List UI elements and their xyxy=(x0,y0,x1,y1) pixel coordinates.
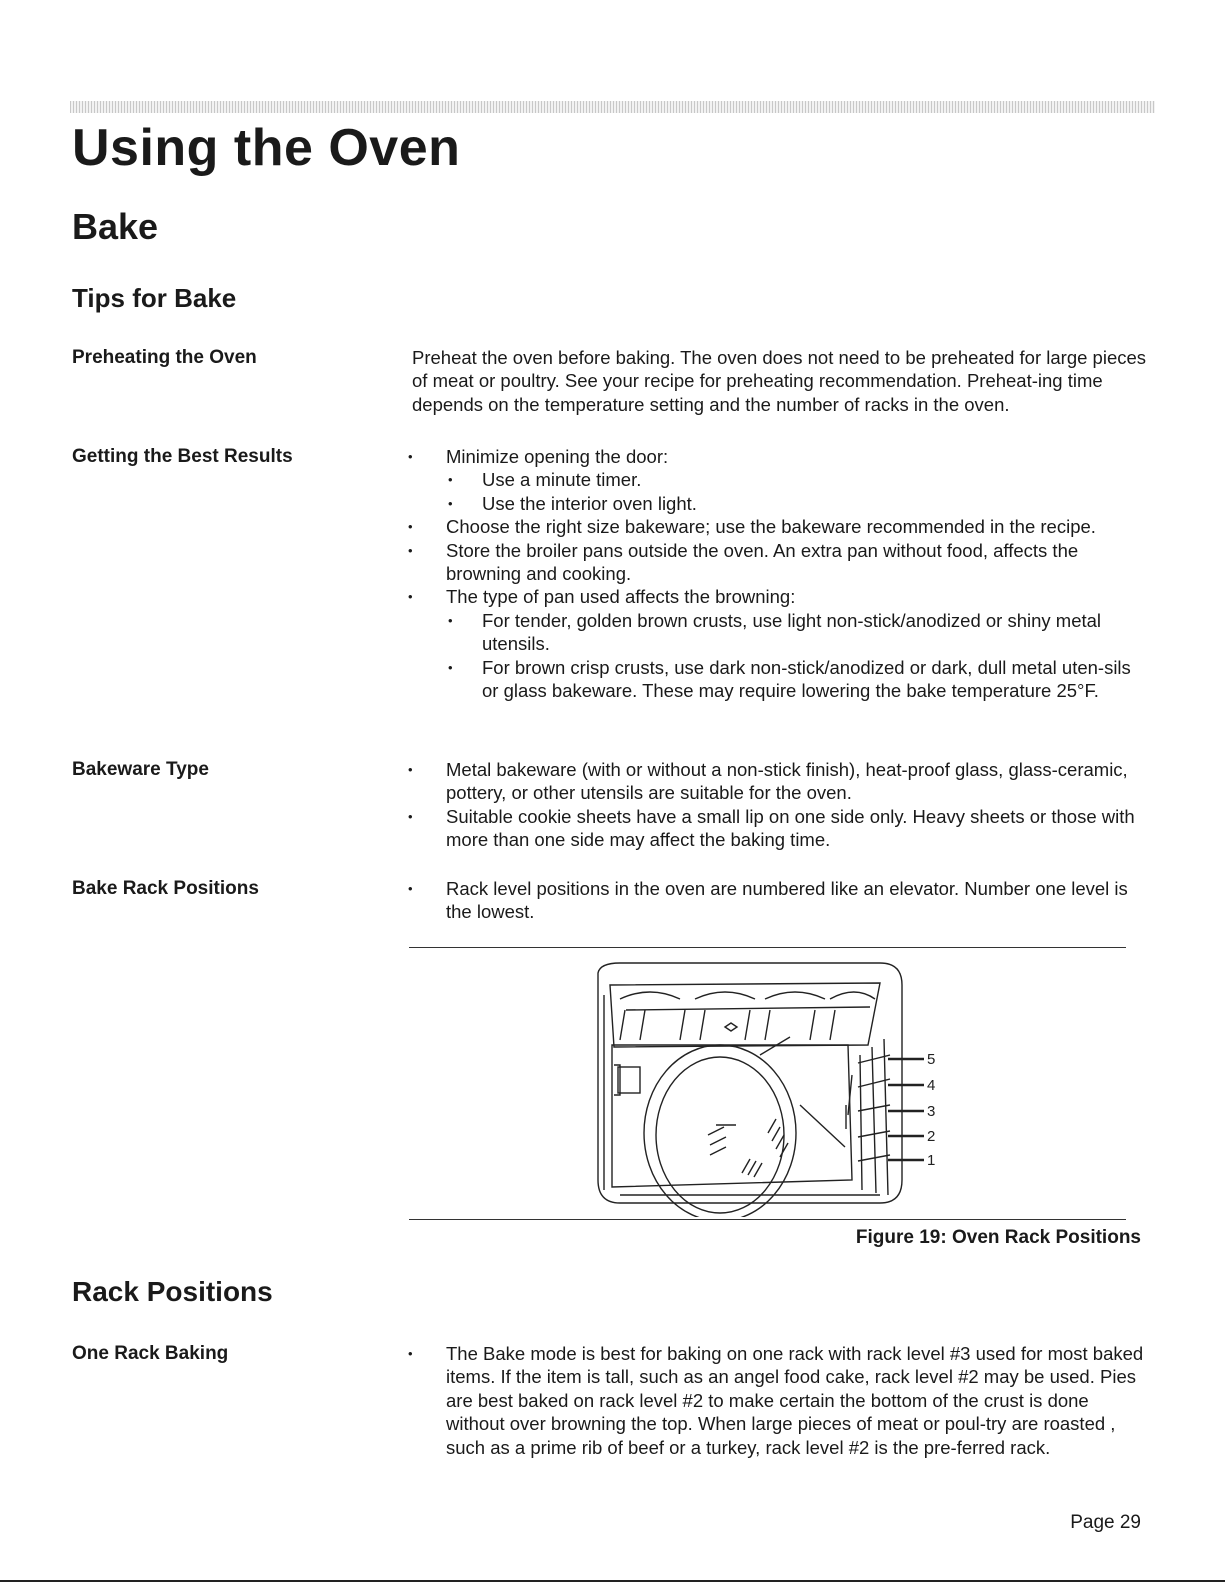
subsection-heading-tips: Tips for Bake xyxy=(72,283,237,313)
label-bakeware-type: Bakeware Type xyxy=(72,759,209,780)
list-one-rack-baking xyxy=(412,1342,1152,1459)
list-item: • Use a minute timer. xyxy=(446,468,1152,491)
sub-list xyxy=(446,609,1152,703)
oven-rack-diagram xyxy=(590,955,950,1217)
section-heading-rack-positions: Rack Positions xyxy=(72,1276,273,1307)
list-bake-rack-positions xyxy=(412,877,1152,924)
page-title: Using the Oven xyxy=(72,119,461,177)
label-best-results: Getting the Best Results xyxy=(72,446,293,467)
text-preheating: Preheat the oven before baking. The oven does not need to be preheated for large pieces of meat or poultry. See your recipe for preheating recommendation. Preheat-ing time depends on the temperature setting and the number of racks in the oven. xyxy=(412,347,1147,415)
list-best-results xyxy=(412,445,1152,702)
figure-top-rule xyxy=(409,947,1126,948)
figure-caption: Figure 19: Oven Rack Positions xyxy=(855,1227,1141,1248)
list-item: • Use the interior oven light. xyxy=(446,492,1152,515)
list-item: • The type of pan used affects the browning: • For tender, golden brown crusts, use light non-stick/anodized or shiny metal utensils. • For brown crisp crusts, use dark non-stick/anodized or dark, dull metal uten-sils or glass bakeware. These may require lowering the bake temperature 25°F. xyxy=(412,585,1152,702)
section-heading-bake: Bake xyxy=(72,206,159,247)
list-item: • Minimize opening the door: • Use a minute timer. • Use the interior oven light. xyxy=(412,445,1152,515)
footer-rule xyxy=(0,1580,1225,1582)
list-item: • Rack level positions in the oven are numbered like an elevator. Number one level is the lowest. xyxy=(412,877,1152,924)
page-number: Page 29 xyxy=(1070,1512,1141,1533)
list-item: • Suitable cookie sheets have a small lip on one side only. Heavy sheets or those with more than one side may affect the baking time. xyxy=(412,805,1152,852)
rack-label-3: 3 xyxy=(927,1103,936,1120)
sub-list xyxy=(446,468,1152,515)
list-item: • Store the broiler pans outside the oven. An extra pan without food, affects the browning and cooking. xyxy=(412,539,1152,586)
figure-bottom-rule xyxy=(409,1219,1126,1220)
list-item: • The Bake mode is best for baking on one rack with rack level #3 used for most baked items. If the item is tall, such as an angel food cake, rack level #2 may be used. Pies are best baked on rack level #2 to make certain the bottom of the crust is done without over browning the top. When large pieces of meat or poul-try are roasted , such as a prime rib of beef or a turkey, rack level #2 is the pre-ferred rack. xyxy=(412,1342,1152,1459)
rack-label-5: 5 xyxy=(927,1051,936,1068)
rack-label-4: 4 xyxy=(927,1077,936,1094)
rack-label-2: 2 xyxy=(927,1128,936,1145)
list-item: • Choose the right size bakeware; use the bakeware recommended in the recipe. xyxy=(412,515,1152,538)
header-rule xyxy=(70,101,1155,113)
list-item: • For tender, golden brown crusts, use light non-stick/anodized or shiny metal utensils. xyxy=(446,609,1152,656)
list-bakeware-type xyxy=(412,758,1152,852)
rack-label-1: 1 xyxy=(927,1152,936,1169)
label-bake-rack-positions: Bake Rack Positions xyxy=(72,878,259,899)
label-one-rack-baking: One Rack Baking xyxy=(72,1343,229,1364)
list-item: • Metal bakeware (with or without a non-stick finish), heat-proof glass, glass-ceramic, pottery, or other utensils are suitable for the oven. xyxy=(412,758,1152,805)
label-preheating: Preheating the Oven xyxy=(72,347,257,368)
list-item: • For brown crisp crusts, use dark non-stick/anodized or dark, dull metal uten-sils or glass bakeware. These may require lowering the bake temperature 25°F. xyxy=(446,656,1152,703)
